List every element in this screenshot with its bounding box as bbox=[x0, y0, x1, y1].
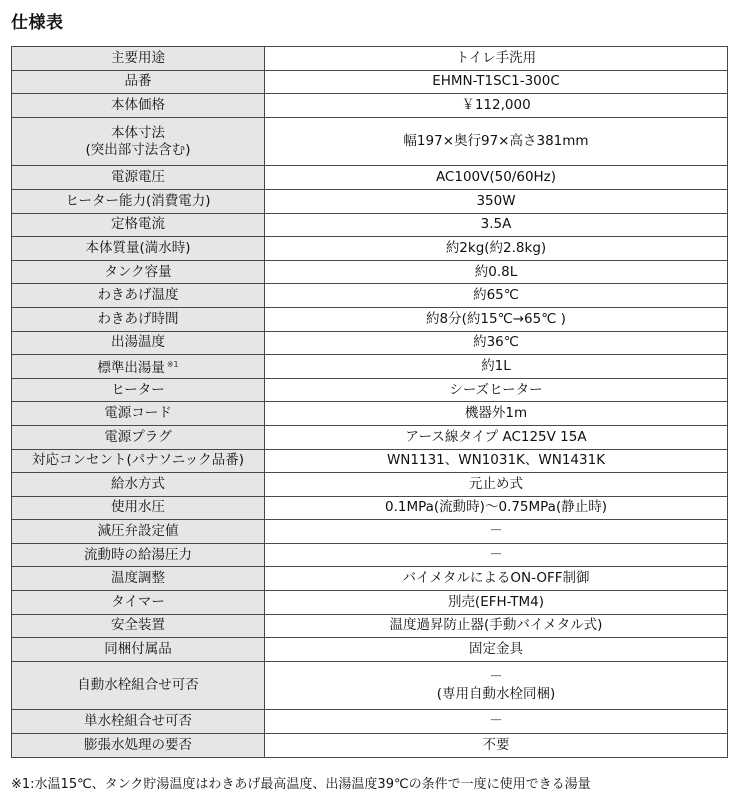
row-value: － bbox=[265, 710, 728, 734]
row-value-line: － bbox=[489, 668, 503, 685]
row-label: 出湯温度 bbox=[12, 331, 265, 355]
row-label: わきあげ時間 bbox=[12, 307, 265, 331]
table-row bbox=[12, 449, 728, 473]
table-row bbox=[12, 543, 728, 567]
row-value: 約36℃ bbox=[265, 331, 728, 355]
row-label: 電源コード bbox=[12, 402, 265, 426]
row-value: 別売(EFH-TM4) bbox=[265, 591, 728, 615]
row-label: 本体質量(満水時) bbox=[12, 237, 265, 261]
row-value: 約65℃ bbox=[265, 284, 728, 308]
row-value: WN1131、WN1031K、WN1431K bbox=[265, 449, 728, 473]
row-label: 同梱付属品 bbox=[12, 638, 265, 662]
row-value: 不要 bbox=[265, 734, 728, 758]
row-label: 使用水圧 bbox=[12, 496, 265, 520]
table-row bbox=[12, 70, 728, 94]
row-value: 350W bbox=[265, 189, 728, 213]
header-value: トイレ手洗用 bbox=[265, 47, 728, 71]
row-label: 流動時の給湯圧力 bbox=[12, 543, 265, 567]
row-value: 機器外1m bbox=[265, 402, 728, 426]
table-row bbox=[12, 237, 728, 261]
table-row bbox=[12, 473, 728, 497]
table-row bbox=[12, 661, 728, 710]
row-value: － bbox=[265, 520, 728, 544]
table-row bbox=[12, 567, 728, 591]
row-label: タイマー bbox=[12, 591, 265, 615]
row-value: 約0.8L bbox=[265, 260, 728, 284]
row-label: 対応コンセント(パナソニック品番) bbox=[12, 449, 265, 473]
table-row bbox=[12, 260, 728, 284]
row-value bbox=[265, 661, 728, 710]
header-label: 主要用途 bbox=[12, 47, 265, 71]
row-label: 単水栓組合せ可否 bbox=[12, 710, 265, 734]
footnote-marker: ※1 bbox=[166, 359, 179, 369]
row-label: ヒーター能力(消費電力) bbox=[12, 189, 265, 213]
table-row bbox=[12, 591, 728, 615]
row-label: 給水方式 bbox=[12, 473, 265, 497]
row-value: 元止め式 bbox=[265, 473, 728, 497]
row-label bbox=[12, 117, 265, 166]
row-label-line: (突出部寸法含む) bbox=[85, 141, 191, 158]
row-label: 膨張水処理の要否 bbox=[12, 734, 265, 758]
row-label-line: 本体寸法 bbox=[111, 124, 165, 141]
row-label: 温度調整 bbox=[12, 567, 265, 591]
row-label: 定格電流 bbox=[12, 213, 265, 237]
table-row bbox=[12, 638, 728, 662]
table-row bbox=[12, 307, 728, 331]
page-title: 仕様表 bbox=[11, 13, 64, 33]
row-value: ￥112,000 bbox=[265, 94, 728, 118]
row-value: アース線タイプ AC125V 15A bbox=[265, 425, 728, 449]
row-label bbox=[12, 355, 265, 379]
row-value: バイメタルによるON-OFF制御 bbox=[265, 567, 728, 591]
row-label: 本体価格 bbox=[12, 94, 265, 118]
row-label: ヒーター bbox=[12, 378, 265, 402]
table-row bbox=[12, 710, 728, 734]
row-value: 約1L bbox=[265, 355, 728, 379]
row-label: 安全装置 bbox=[12, 614, 265, 638]
table-row bbox=[12, 284, 728, 308]
table-row bbox=[12, 496, 728, 520]
footnote: ※1:水温15℃、タンク貯湯温度はわきあげ最高温度、出湯温度39℃の条件で一度に使用できる湯量 bbox=[11, 777, 591, 792]
table-row bbox=[12, 94, 728, 118]
table-row bbox=[12, 166, 728, 190]
table-row bbox=[12, 614, 728, 638]
row-label: 減圧弁設定値 bbox=[12, 520, 265, 544]
table-row bbox=[12, 425, 728, 449]
table-row bbox=[12, 117, 728, 166]
table-row bbox=[12, 213, 728, 237]
table-row bbox=[12, 734, 728, 758]
table-row bbox=[12, 355, 728, 379]
row-value: 3.5A bbox=[265, 213, 728, 237]
row-label: わきあげ温度 bbox=[12, 284, 265, 308]
spec-table bbox=[11, 46, 728, 758]
row-value: － bbox=[265, 543, 728, 567]
row-label: 品番 bbox=[12, 70, 265, 94]
row-label: 電源プラグ bbox=[12, 425, 265, 449]
row-value: 幅197×奥行97×高さ381mm bbox=[265, 117, 728, 166]
table-row bbox=[12, 402, 728, 426]
row-value: 0.1MPa(流動時)～0.75MPa(静止時) bbox=[265, 496, 728, 520]
row-value: シーズヒーター bbox=[265, 378, 728, 402]
table-row bbox=[12, 520, 728, 544]
row-value: AC100V(50/60Hz) bbox=[265, 166, 728, 190]
table-row bbox=[12, 189, 728, 213]
table-row bbox=[12, 331, 728, 355]
table-header-row bbox=[12, 47, 728, 71]
row-value: 約2kg(約2.8kg) bbox=[265, 237, 728, 261]
row-value: 温度過昇防止器(手動バイメタル式) bbox=[265, 614, 728, 638]
row-label: 自動水栓組合せ可否 bbox=[12, 661, 265, 710]
row-label: 電源電圧 bbox=[12, 166, 265, 190]
row-label-text: 標準出湯量 bbox=[97, 359, 165, 376]
row-value: 固定金具 bbox=[265, 638, 728, 662]
row-label: タンク容量 bbox=[12, 260, 265, 284]
row-value-line: (専用自動水栓同梱) bbox=[436, 685, 556, 702]
table-row bbox=[12, 378, 728, 402]
row-value: EHMN-T1SC1-300C bbox=[265, 70, 728, 94]
row-value: 約8分(約15℃→65℃ ) bbox=[265, 307, 728, 331]
